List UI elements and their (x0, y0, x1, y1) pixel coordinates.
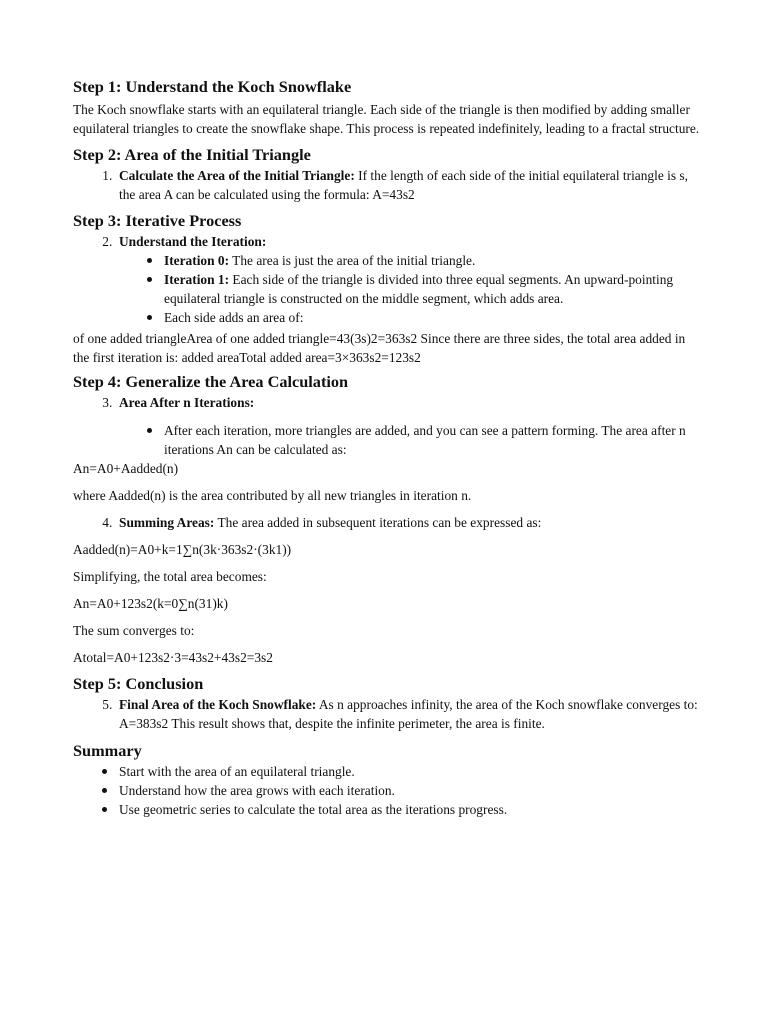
item2-bold-label: Understand the Iteration: (119, 234, 267, 249)
bullet-bold: Iteration 0: (164, 253, 230, 268)
list-item (73, 270, 701, 308)
where-text: where Aadded(n) is the area contributed by all new triangles in iteration n. (73, 488, 472, 503)
list-item-1 (73, 166, 701, 204)
list-item-3 (73, 393, 701, 412)
item1-text: If the length of each side of the initial equilateral triangle is s, the area A can be calculated using the formula: A=43s2 (119, 168, 688, 202)
area-bullet-list (73, 421, 701, 459)
list-item (73, 251, 701, 270)
list-number-4: 4. (102, 515, 113, 530)
formula-an-sum: An=A0+123s2(k=0∑n(31)k) (73, 596, 228, 611)
formula-an: An=A0+Aadded(n) (73, 461, 179, 476)
item4-text: The area added in subsequent iterations can be expressed as: (214, 515, 542, 530)
bullet-icon (102, 769, 107, 774)
simplifying-text: Simplifying, the total area becomes: (73, 569, 267, 584)
list-item (73, 762, 701, 781)
list-item-4 (73, 513, 701, 532)
step1-paragraph: The Koch snowflake starts with an equilateral triangle. Each side of the triangle is then modified by adding smaller equilateral triangles to create the snowflake shape. This process is repeated indefinitely, leading to a fractal structure. (73, 102, 700, 136)
item4-bold-label: Summing Areas: (119, 515, 215, 530)
iteration-bullet-list (73, 251, 701, 327)
item5-bold-label: Final Area of the Koch Snowflake: (119, 697, 317, 712)
item5-text: As n approaches infinity, the area of the Koch snowflake converges to: A=383s2 This result shows that, despite the infinite perimeter, the area is finite. (119, 697, 698, 731)
list-number-5: 5. (102, 697, 113, 712)
list-item-5 (73, 695, 701, 733)
list-item (73, 308, 701, 327)
bullet-text: The area is just the area of the initial triangle. (229, 253, 476, 268)
bullet-bold: Iteration 1: (164, 272, 230, 287)
list-number-3: 3. (102, 395, 113, 410)
converges-text: The sum converges to: (73, 623, 195, 638)
bullet-icon (147, 315, 152, 320)
bullet-text: Understand how the area grows with each iteration. (119, 783, 395, 798)
list-item (73, 781, 701, 800)
step1-heading: Step 1: Understand the Koch Snowflake (73, 77, 352, 96)
bullet-icon (102, 807, 107, 812)
bullet-text: Start with the area of an equilateral triangle. (119, 764, 355, 779)
item1-bold-label: Calculate the Area of the Initial Triangle: (119, 168, 355, 183)
step4-heading: Step 4: Generalize the Area Calculation (73, 372, 349, 391)
list-item (73, 421, 701, 459)
list-item (73, 800, 701, 819)
step2-heading: Step 2: Area of the Initial Triangle (73, 145, 311, 164)
bullet-text: After each iteration, more triangles are added, and you can see a pattern forming. The area after n iterations An can be calculated as: (164, 423, 686, 457)
bullet-text: Each side of the triangle is divided into three equal segments. An upward-pointing equilateral triangle is constructed on the middle segment, which adds area. (164, 272, 674, 306)
bullet-text: Use geometric series to calculate the total area as the iterations progress. (119, 802, 508, 817)
bullet-text: Each side adds an area of: (164, 310, 304, 325)
summary-bullet-list (73, 762, 701, 819)
list-number-1: 1. (102, 168, 113, 183)
summary-heading: Summary (73, 741, 142, 760)
step3-heading: Step 3: Iterative Process (73, 211, 242, 230)
bullet-icon (147, 428, 152, 433)
formula-atotal: Atotal=A0+123s2·3=43s2+43s2=3s2 (73, 650, 273, 665)
list-item-2 (73, 232, 701, 251)
list-number-2: 2. (102, 234, 113, 249)
bullet-icon (102, 788, 107, 793)
document-page (73, 76, 701, 819)
bullet-icon (147, 258, 152, 263)
step3-continuation: of one added triangleArea of one added triangle=43(3s)2=363s2 Since there are three sides, the total area added in the first iteration is: added areaTotal added area=3×363s2=123s2 (73, 331, 686, 365)
item3-bold-label: Area After n Iterations: (119, 395, 255, 410)
formula-aadded: Aadded(n)=A0+k=1∑n(3k·363s2·(3k1)) (73, 542, 292, 557)
bullet-icon (147, 277, 152, 282)
step5-heading: Step 5: Conclusion (73, 674, 204, 693)
